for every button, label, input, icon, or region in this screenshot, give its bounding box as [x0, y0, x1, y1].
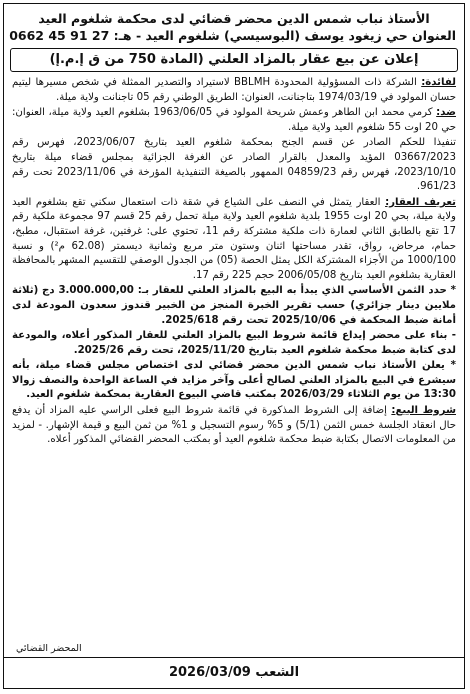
beneficiary-text: الشركة ذات المسؤولية المحدودة BBLMH لاستيراد والتصدير الممثلة في شخص مسيرها ليتيم حسان المولود في 1974/03/19 بتاجنانت، العنوان: الطريق الوطني رقم 05 تاجنانت ولاية ميلة.: [12, 77, 456, 103]
notice-title: إعلان عن بيع عقار بالمزاد العلني (المادة 750 من ق إ.م.إ): [10, 48, 458, 72]
notice-paragraph: * يعلن الأستاذ نباب شمس الدين محضر قضائي لدى اختصاص مجلس قضاء ميلة، بأنه سيشرع في البيع بالمزاد العلني لصالح أعلى وآخر مزايد في الساعة الواحدة والنصف زوالا 13:30 من يوم الثلاثاء 2026/03/29 بمكتب قاضي البيوع العقارية بمحكمة شلغوم العيد.: [12, 360, 456, 401]
conditions-label: شروط البيع:: [391, 405, 456, 417]
property-text: العقار يتمثل في النصف على الشياع في شقة ذات استعمال سكني تقع بشلغوم العيد ولاية ميلة، بحي 20 اوت 1955 بلدية شلغوم العيد ولاية ميلة تحمل رقم 25 قسم 97 مجموعة ملكية رقم 17 تقع بالطابق الثاني لعمارة ذات ملكية مشتركة رقم 11، تحتوي على: غرفتين، غرفة استقبال، مطبخ، حمام، مرحاض، رواق، تقدر مساحتها اثنان وستون متر مربع وثمانية ديسمتر (62.08 م²) و نسبة 1000/100 من الأجزاء المشتركة الكل يمثل الحصة (05) من الجدول الوصفي للتقسيم المشهر بالمحافظة العقارية بشلغوم العيد بتاريخ 2006/05/08 حجم 225 رقم 17.: [12, 196, 456, 281]
beneficiary-label: لفائدة:: [421, 77, 456, 88]
against-label: ضد:: [436, 107, 456, 119]
against-paragraph: [12, 106, 456, 135]
beneficiary-paragraph: [12, 76, 456, 105]
notice-body: [4, 74, 464, 448]
header-line-1: الأستاذ نباب شمس الدين محضر قضائي لدى محكمة شلغوم العيد: [38, 11, 430, 26]
price-paragraph: * حدد الثمن الأساسي الذي يبدأ به البيع بالمزاد العلني للعقار بـ: 3.000.000,00 دج (ثلاثة ملايين دينار جزائري) حسب تقرير الخبرة المنجز من الخبير قندوز سعدون المودعة لدى أمانة ضبط المحكمة في 2025/10/06 تحت رقم 2025/618.: [12, 285, 456, 326]
legal-notice: [3, 3, 465, 689]
publication-footer: الشعب 2026/03/09: [4, 657, 464, 688]
conditions-text: إضافة إلى الشروط المذكورة في قائمة شروط البيع فعلى الراسي عليه المزاد أن يدفع حال انعقاد الجلسة خمس الثمن (5/1) و 5% رسوم التسجيل و 1% من ثمن البيع و قيمة الإشهار. - لمزيد من المعلومات الاتصال بكتابة ضبط محكمة شلغوم العيد أو بمكتب المحضر القضائي المذكور أعلاه.: [12, 405, 457, 446]
execution-paragraph: تنفيذا للحكم الصادر عن قسم الجنح بمحكمة شلغوم العيد بتاريخ 2023/06/07، فهرس رقم 03667/2023 المؤيد والمعدل بالقرار الصادر عن الغرفة الجزائية بمجلس قضاء ميلة بتاريخ 2023/10/10، فهرس رقم 04859/23 الممهور بالصيغة التنفيذية المؤرخة في 2023/11/06 تحت رقم 961/23.: [12, 137, 456, 193]
header-line-2: العنوان حي زيغود يوسف (البوسيسي) شلغوم العيد - هـ: 27 91 45 0662: [9, 28, 456, 43]
header: [4, 4, 464, 44]
against-text: كرمي محمد ابن الطاهر وعمش شريحة المولود في 1963/06/05 بشلغوم العيد ولاية ميلة، العنوان: حي 20 اوت 55 شلغوم العيد ولاية ميلة.: [12, 107, 456, 133]
property-label: تعريف العقار:: [385, 196, 456, 208]
conditions-paragraph: [12, 404, 456, 448]
property-paragraph: [12, 196, 456, 284]
deposit-paragraph: - بناء على محضر إيداع قائمة شروط البيع بالمزاد العلني للعقار المذكور أعلاه، والمودعة لدى كتابة ضبط محكمة شلغوم العيد بتاريخ 2025/11/20، تحت رقم 2025/26.: [12, 330, 456, 356]
signer: المحضر القضائي: [16, 643, 82, 654]
